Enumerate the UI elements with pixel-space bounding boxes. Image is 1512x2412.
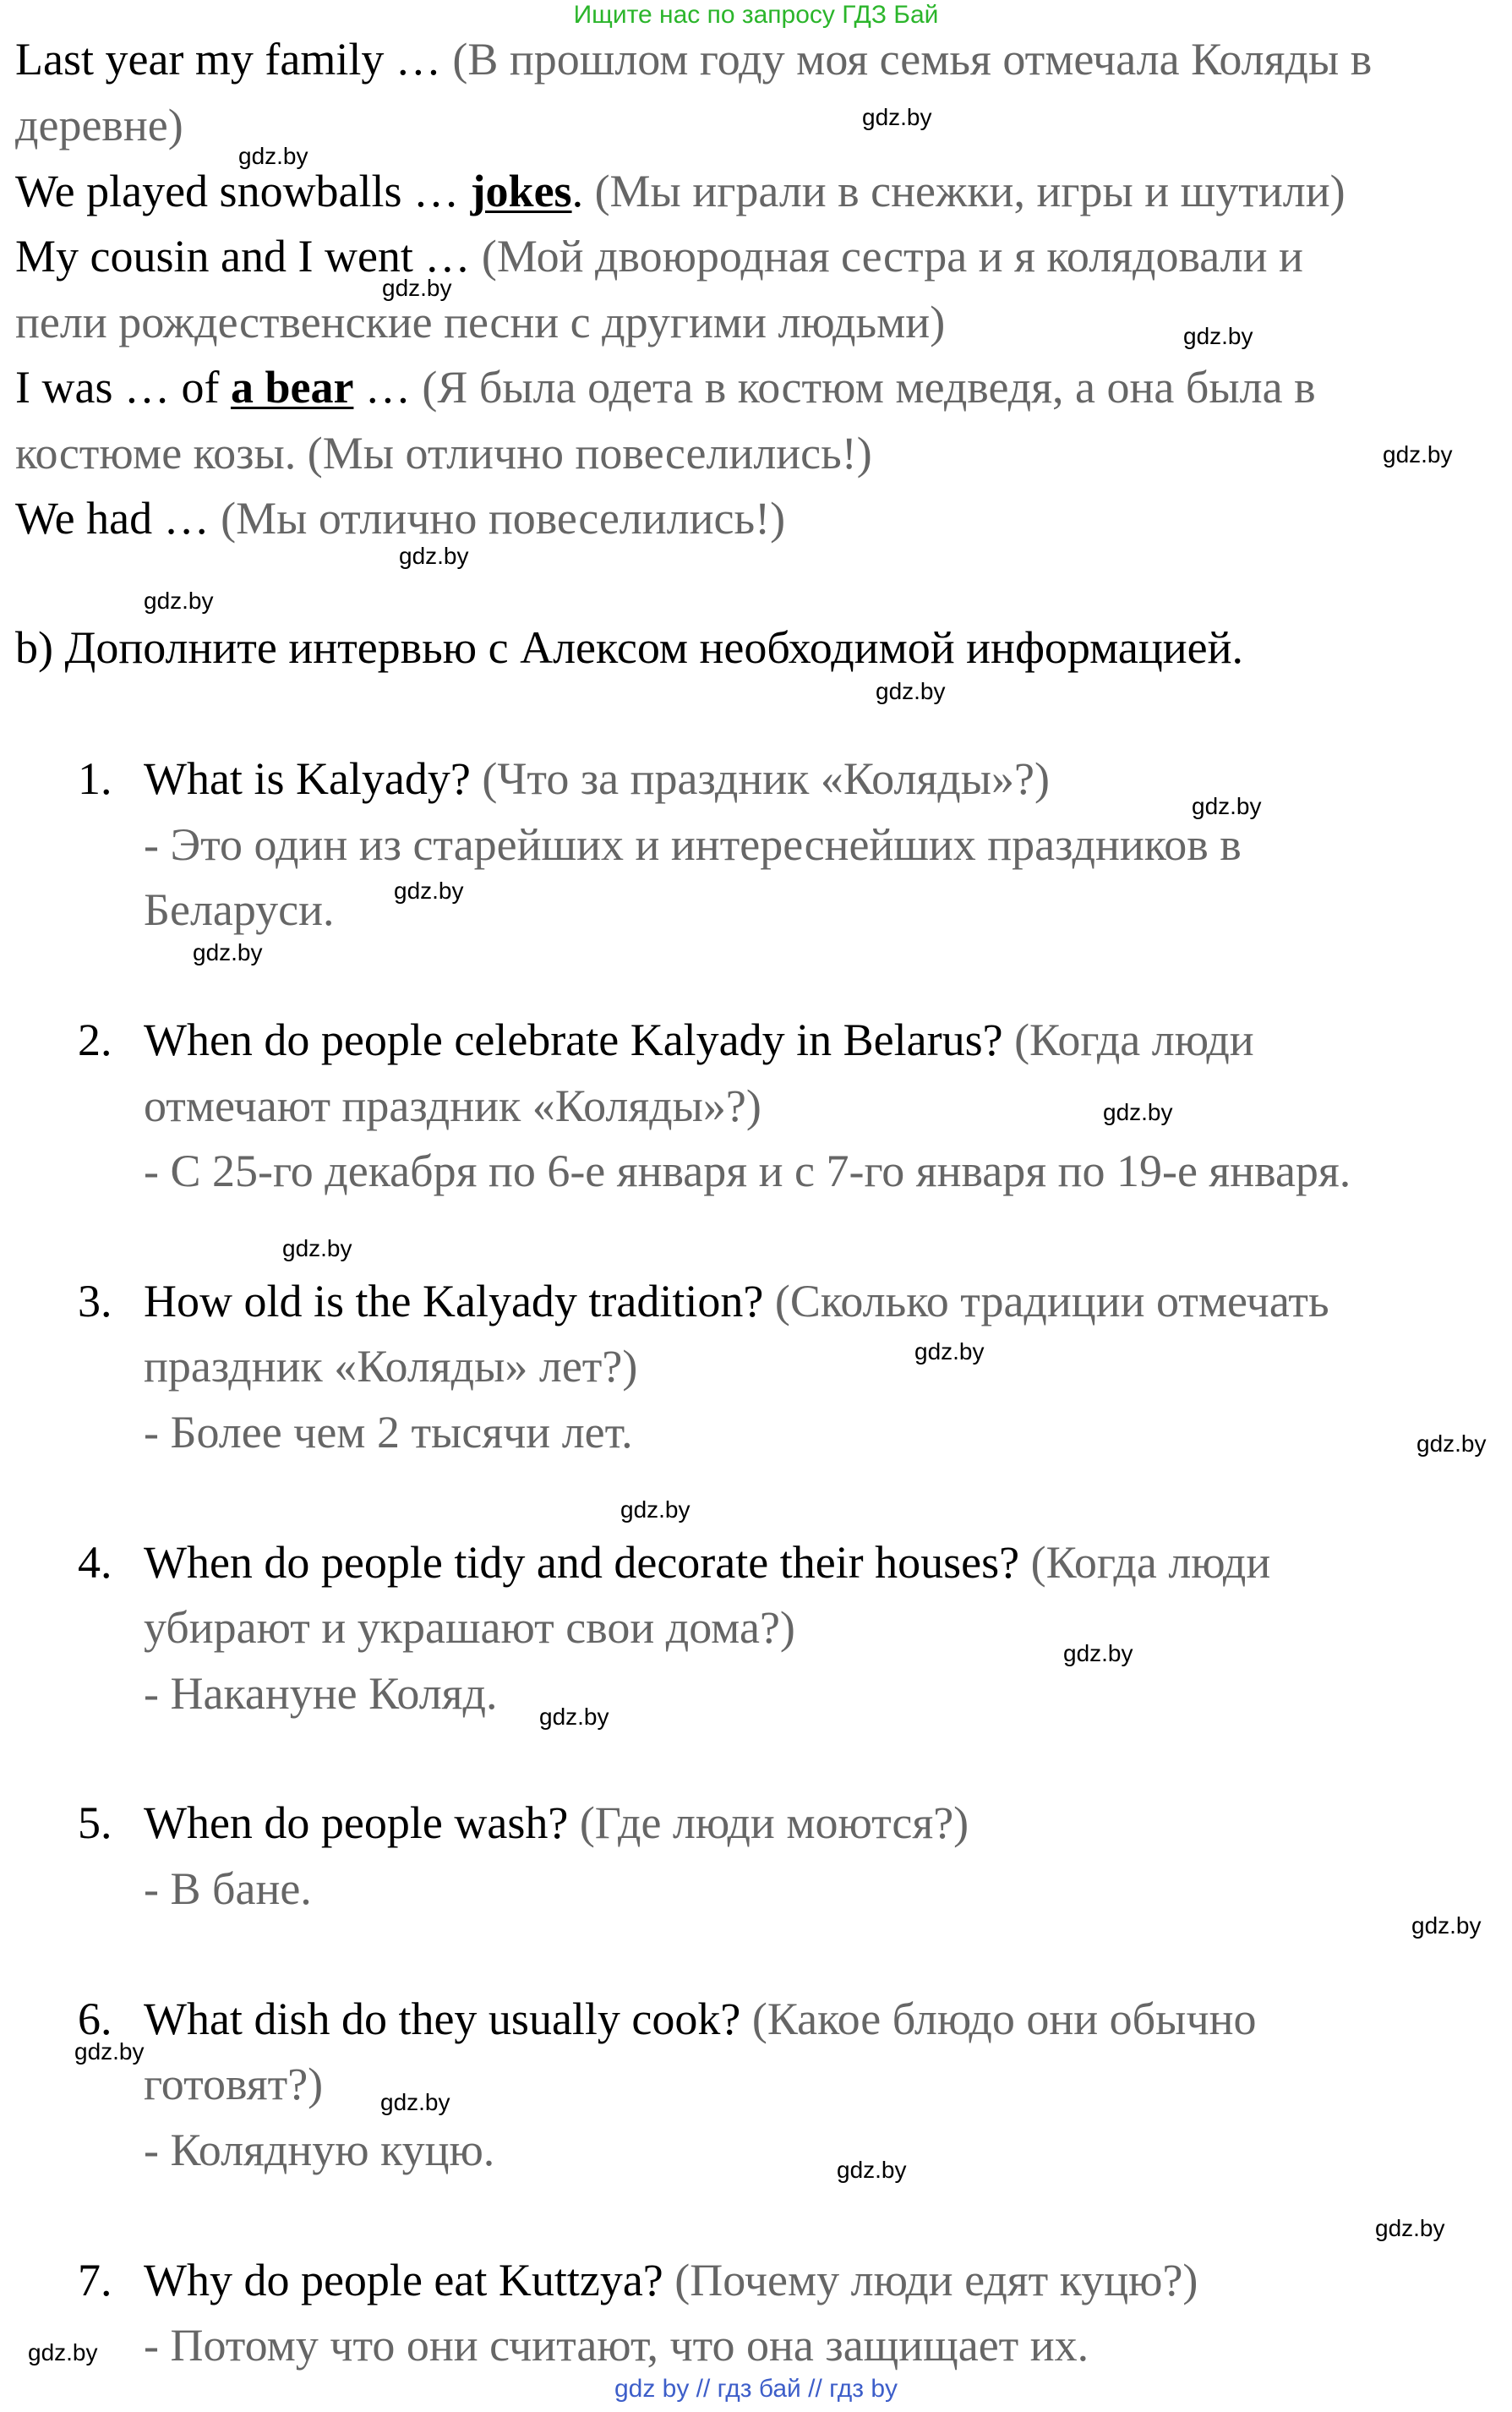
line-4 [15, 360, 1316, 414]
watermark: gdz.by [380, 2089, 450, 2115]
translation-text: (В прошлом году моя семья отмечала Коляды в [452, 34, 1373, 85]
watermark: gdz.by [1192, 793, 1262, 819]
english-text: I was … of [15, 362, 220, 413]
answer-6: - Колядную куцю. [144, 2125, 495, 2175]
answer-5: - В бане. [144, 1863, 312, 1914]
line-4-continued: костюме козы. (Мы отлично повеселились!) [15, 428, 872, 479]
line-1 [15, 32, 1372, 86]
question-translation: (Что за праздник «Коляды»?) [482, 753, 1050, 804]
watermark: gdz.by [193, 939, 263, 965]
answer-3: - Более чем 2 тысячи лет. [144, 1407, 633, 1458]
question-6 [78, 1992, 1257, 2046]
item-number: 1. [78, 753, 112, 804]
watermark: gdz.by [399, 543, 469, 569]
line-3-continued: пели рождественские песни с другими людьми) [15, 297, 946, 347]
watermark: gdz.by [914, 1338, 985, 1365]
watermark: gdz.by [1183, 323, 1253, 349]
item-number: 3. [78, 1276, 112, 1326]
english-text-end: … [364, 362, 411, 413]
watermark: gdz.by [74, 2038, 145, 2065]
question-4-continued: убирают и украшают свои дома?) [144, 1602, 795, 1653]
question-6-continued: готовят?) [144, 2059, 324, 2109]
translation-text: (Мы отлично повеселились!) [221, 493, 786, 544]
question-translation: (Почему люди едят куцю?) [674, 2255, 1198, 2305]
english-text: Last year my family … [15, 34, 441, 85]
question-2-continued: отмечают праздник «Коляды»?) [144, 1080, 761, 1131]
question-7 [78, 2253, 1198, 2307]
line-3 [15, 229, 1303, 283]
translation-text: (Мой двоюродная сестра и я колядовали и [481, 231, 1303, 282]
highlighted-phrase: a bear [230, 362, 354, 413]
question-3 [78, 1274, 1329, 1328]
translation-text: (Мы играли в снежки, игры и шутили) [594, 166, 1346, 216]
question-translation: (Где люди моются?) [579, 1797, 969, 1848]
site-footer[interactable]: gdz by // гдз бай // гдз by [614, 2375, 898, 2403]
answer-7: - Потому что они считают, что она защищает их. [144, 2320, 1089, 2371]
watermark: gdz.by [1103, 1099, 1173, 1125]
question-translation: (Сколько традиции отмечать [774, 1276, 1329, 1326]
line-2 [15, 164, 1346, 218]
question-5 [78, 1796, 969, 1850]
line-5 [15, 491, 785, 545]
question-text: When do people celebrate Kalyady in Belarus? [144, 1015, 1003, 1065]
question-text: What is Kalyady? [144, 753, 471, 804]
item-number: 7. [78, 2255, 112, 2305]
answer-2: - С 25-го декабря по 6-е января и с 7-го января по 19-е января. [144, 1146, 1351, 1196]
question-translation: (Когда люди [1014, 1015, 1254, 1065]
watermark: gdz.by [1416, 1430, 1487, 1457]
english-text: We had … [15, 493, 210, 544]
watermark: gdz.by [837, 2157, 907, 2183]
english-text: We played snowballs … [15, 166, 460, 216]
question-2 [78, 1013, 1254, 1067]
watermark: gdz.by [876, 678, 946, 704]
watermark: gdz.by [1411, 1912, 1482, 1939]
question-text: How old is the Kalyady tradition? [144, 1276, 764, 1326]
watermark: gdz.by [539, 1704, 609, 1730]
watermark: gdz.by [1063, 1640, 1133, 1666]
watermark: gdz.by [282, 1235, 352, 1261]
line-1-continued: деревне) [15, 100, 183, 150]
question-text: What dish do they usually cook? [144, 1994, 741, 2044]
question-4 [78, 1535, 1270, 1589]
watermark: gdz.by [862, 104, 932, 130]
question-text: When do people tidy and decorate their houses? [144, 1537, 1020, 1588]
english-text: My cousin and I went … [15, 231, 471, 282]
item-number: 2. [78, 1015, 112, 1065]
section-b-heading: b) Дополните интервью с Алексом необходимой информацией. [15, 622, 1244, 673]
english-text-end: . [571, 166, 584, 216]
item-number: 5. [78, 1797, 112, 1848]
translation-text: (Я была одета в костюм медведя, а она была в [422, 362, 1316, 413]
item-number: 4. [78, 1537, 112, 1588]
question-translation: (Какое блюдо они обычно [751, 1994, 1257, 2044]
item-number: 6. [78, 1994, 112, 2044]
watermark: gdz.by [28, 2339, 98, 2366]
watermark: gdz.by [1383, 441, 1453, 468]
watermark: gdz.by [394, 878, 464, 904]
watermark: gdz.by [238, 143, 308, 169]
watermark: gdz.by [382, 275, 452, 301]
watermark: gdz.by [1375, 2215, 1445, 2241]
question-translation: (Когда люди [1030, 1537, 1271, 1588]
question-1 [78, 752, 1050, 806]
answer-1-continued: Беларуси. [144, 884, 335, 935]
highlighted-word: jokes [470, 166, 572, 216]
answer-4: - Накануне Коляд. [144, 1668, 498, 1719]
watermark: gdz.by [620, 1496, 690, 1523]
question-text: When do people wash? [144, 1797, 569, 1848]
answer-1: - Это один из старейших и интереснейших праздников в [144, 819, 1242, 870]
question-text: Why do people eat Kuttzya? [144, 2255, 663, 2305]
watermark: gdz.by [144, 588, 214, 614]
site-banner[interactable]: Ищите нас по запросу ГДЗ Бай [573, 1, 939, 29]
question-3-continued: праздник «Коляды» лет?) [144, 1341, 638, 1392]
